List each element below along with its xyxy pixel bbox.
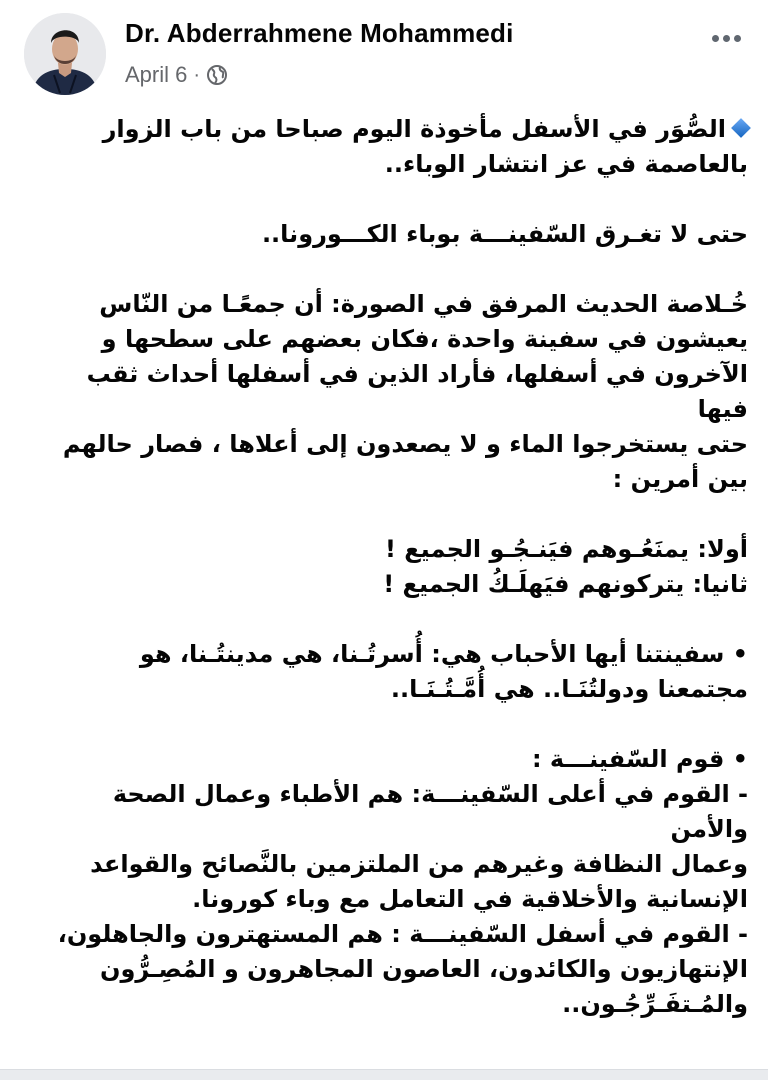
post-meta	[125, 60, 228, 90]
globe-icon[interactable]	[206, 64, 228, 86]
post-text: الصُّوَر في الأسفل مأخوذة اليوم صباحا من باب الزوار	[102, 115, 726, 143]
feed-divider	[0, 1069, 768, 1080]
post-line: الإنتهازيون والكائدون، العاصون المجاهرون و المُصِـرُّون	[100, 955, 748, 983]
author-photo	[24, 13, 106, 95]
more-horizontal-icon	[712, 35, 719, 42]
post-line: أولا: يمنَعُـوهم فيَنـجُـو الجميع !	[384, 535, 748, 563]
post-line	[28, 112, 748, 147]
post-date[interactable]: April 6	[125, 62, 188, 87]
post-line: والمُـتفَـرِّجُـون..	[562, 990, 748, 1018]
post-line: ثانيا: يتركونهم فيَهلَـكُ الجميع !	[383, 570, 748, 598]
post-line: حتى لا تغـرق السّفينـــة بوباء الكـــورونا..	[261, 220, 748, 248]
more-options-button[interactable]	[706, 26, 746, 50]
avatar[interactable]	[24, 13, 106, 95]
paragraph-gap	[28, 182, 748, 217]
post-line: وعمال النظافة وغيرهم من الملتزمين بالنَّصائح والقواعد	[90, 850, 748, 878]
paragraph-gap	[28, 497, 748, 532]
post-line: - القوم في أعلى السّفينـــة: هم الأطباء وعمال الصحة والأمن	[112, 780, 748, 843]
post-line: بين أمرين :	[612, 465, 748, 493]
paragraph-gap	[28, 602, 748, 637]
meta-separator: ·	[193, 63, 201, 86]
post-line: حتى يستخرجوا الماء و لا يصعدون إلى أعلاها ، فصار حالهم	[62, 430, 748, 458]
paragraph-gap	[28, 252, 748, 287]
more-horizontal-icon	[723, 35, 730, 42]
post-body	[28, 112, 748, 1022]
blue-diamond-icon	[731, 118, 751, 138]
post-header	[0, 0, 768, 100]
post-line: • قوم السّفينـــة :	[531, 745, 748, 773]
post-line: - القوم في أسفل السّفينـــة : هم المستهترون والجاهلون،	[57, 920, 748, 948]
post-line: الآخرون في أسفلها، فأراد الذين في أسفلها أحداث ثقب فيها	[86, 360, 748, 423]
paragraph-gap	[28, 707, 748, 742]
post-line: الإنسانية والأخلاقية في التعامل مع وباء كورونا.	[192, 885, 748, 913]
author-name[interactable]: Dr. Abderrahmene Mohammedi	[125, 18, 514, 48]
post-line: يعيشون في سفينة واحدة ،فكان بعضهم على سطحها و	[101, 325, 748, 353]
post-line: خُـلاصة الحديث المرفق في الصورة: أن جمعًـا من النّاس	[99, 290, 748, 318]
more-horizontal-icon	[734, 35, 741, 42]
post-line: مجتمعنا ودولتُنَـا.. هي أُمَّـتُـنَـا..	[390, 675, 748, 703]
post-line: بالعاصمة في عز انتشار الوباء..	[384, 150, 748, 178]
post-line: • سفينتنا أيها الأحباب هي: أُسرتُـنا، هي مدينتُـنا، هو	[139, 640, 748, 668]
